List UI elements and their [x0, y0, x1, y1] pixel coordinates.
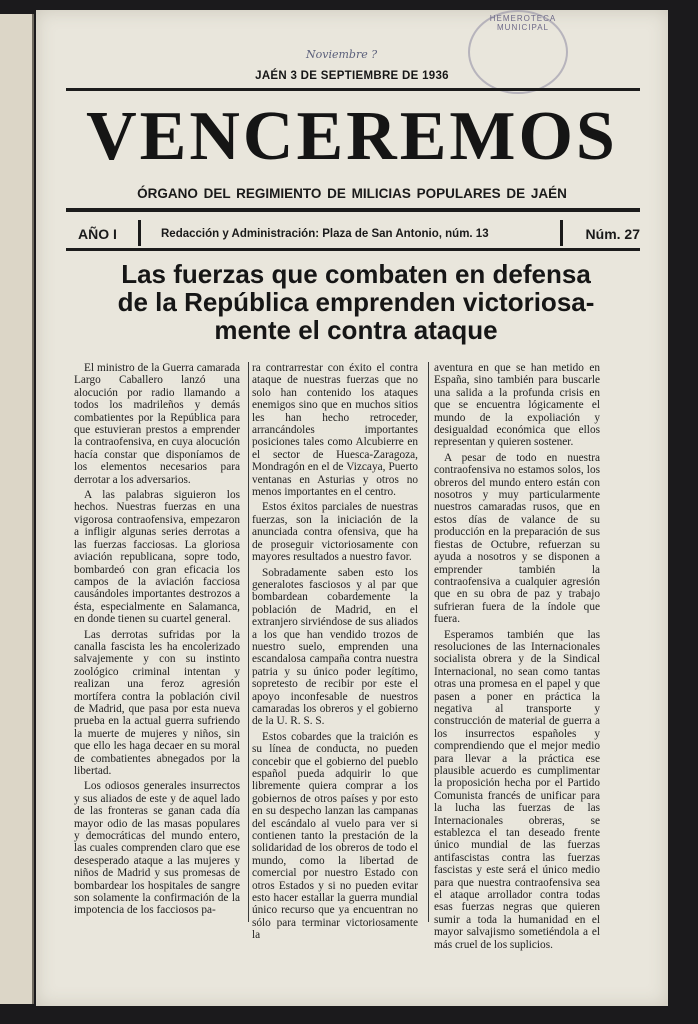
info-top-rule — [66, 208, 640, 212]
library-stamp-text: HEMEROTECA MUNICIPAL — [489, 14, 557, 32]
article-paragraph: A las palabras siguieron los hechos. Nuestras fuerzas en una vigorosa contraofensiva, empezaron a infligir algunas series derrotas a las fuerzas facciosas. La gloriosa aviación republicana, sopre todo, bombardeó con gran eficacia los campos de la aviación facciosa causándoles importantes destrozos a ésta, especialmente en Salamanca, en donde tienen su cuartel general. — [74, 489, 240, 626]
article-paragraph: Las derrotas sufridas por la canalla fascista les ha encolerizado salvajemente y con su instinto zoológico criminal intentan y realizan una feroz agresión mortífera contra la población civil de Madrid, que pasa por esta nueva prueba en la actual guerra sufriendo la muerte de mujeres y niños, sin que ello les haga decaer en su moral de combatientes abnegados por la libertad. — [74, 628, 240, 777]
previous-page-edge — [0, 14, 34, 1004]
info-bottom-rule — [66, 248, 640, 251]
info-divider — [138, 220, 141, 246]
handwritten-note: Noviembre ? — [306, 48, 378, 61]
column-divider — [248, 362, 249, 922]
article-column-2 — [252, 362, 418, 945]
article-paragraph: Estos cobardes que la traición es su línea de conducta, no pueden concebir que el gobierno del pueblo español pueda adquirir lo que libremente quiera comprar a los gobiernos de otros países y por esto en su despecho lanzan las campanas del escándalo al vuelo para ver si contienen tanto la prestación de la solidaridad de los obreros de todo el mundo, como la libertad de comercial por nuestro Estado con otros Estados y si no pueden evitar esto hacer estallar la guerra mundial único recurso que ya encuentran no sólo para terminar victoriosamente la — [252, 730, 418, 942]
article-paragraph: ra contrarrestar con éxito el contra ataque de nuestras fuerzas que no solo han contenido los ataques enemigos sino que en muchos sitios les han hecho retroceder, arrancándoles importantes posiciones tales como Alcubierre en el sector de Huesca-Zaragoza, Mondragón en el de Vizcaya, Puerto ventanas en Asturias y otros no menos importantes en el centro. — [252, 362, 418, 499]
headline — [56, 260, 656, 344]
masthead-subtitle: ÓRGANO DEL REGIMIENTO DE MILICIAS POPULARES DE JAÉN — [137, 186, 567, 201]
article-paragraph: Estos éxitos parciales de nuestras fuerzas, son la iniciación de la anunciada contra ofensiva, que ha de proseguir victoriosamente con mayores resultados a nuestro favor. — [252, 501, 418, 564]
headline-line: mente el contra ataque — [214, 315, 498, 345]
top-rule — [66, 88, 640, 91]
info-divider — [560, 220, 563, 246]
issue-year: AÑO I — [78, 226, 117, 242]
newspaper-page — [36, 10, 668, 1006]
article-paragraph: Esperamos también que las resoluciones de las Internacionales socialista obrera y de la Sindical Internacional, no sean como tantas otras una promesa en el papel y que pasen a poner en práctica la negativa al transporte y construcción de material de guerra a los insurrectos españoles y comprendiendo que el mejor medio para llevar a la práctica ese plausible acuerdo es cumplimentar la proposición hecha por el Partido Comunista francés de unificar para la lucha las fuerzas de las Internacionales obreras, se establezca el tan deseado frente único mundial de las fuerzas antifascistas contra las fuerzas fascistas y este será el único medio para que nuestra contraofensiva sea el ataque arrollador contra todas esas fuerzas negras que quieren sumir a toda la humanidad en el mayor salvajismo sometiéndola a el más cruel de los suplicios. — [434, 628, 600, 951]
issue-number: Núm. 27 — [585, 226, 640, 242]
headline-line: de la República emprenden victoriosa- — [117, 287, 595, 317]
headline-line: Las fuerzas que combaten en defensa — [121, 259, 591, 289]
article-paragraph: A pesar de todo en nuestra contraofensiva no estamos solos, los obreros del mundo entero están con nosotros y muy particularmente nuestros camaradas rusos, que en estos días de valance de su producción en la preparación de sus fiestas de Octubre, refuerzan su ayuda a nosotros y se disponen a emprender también la contraofensiva a cualquier agresión que en su obra de paz y trabajo sufrieran fuera de la índole que fuera. — [434, 451, 600, 626]
column-divider — [428, 362, 429, 922]
editorial-address: Redacción y Administración: Plaza de San Antonio, núm. 13 — [161, 228, 489, 240]
article-column-1 — [74, 362, 240, 920]
article-paragraph: El ministro de la Guerra camarada Largo Caballero lanzó una alocución por radio llamando a todos los madrileños y demás combatientes por la República para que estuvieran prestos a emprender la contraofensiva, en cuya alocución hacía constar que disponíamos de los elementos necesarios para derrotar a los adversarios. — [74, 362, 240, 486]
article-paragraph: aventura en que se han metido en España, sino también para buscarle una salida a la profunda crisis en que se encuentra lógicamente el mundo de la expoliación y desigualdad económica que ellos representan y quieren sostener. — [434, 362, 600, 449]
date-line: JAÉN 3 DE SEPTIEMBRE DE 1936 — [255, 70, 449, 82]
article-column-3 — [434, 362, 600, 954]
masthead-title: VENCEREMOS — [86, 98, 618, 175]
article-paragraph: Los odiosos generales insurrectos y sus aliados de este y de aquel lado de las fronteras se ganan cada día mayor odio de las masas populares y democráticas del mundo entero, las cuales comprenden claro que ese desesperado ataque a las mujeres y niños de Madrid y sus promesas de bombardear los hospitales de sangre son solamente la confirmación de la impotencia de los facciosos pa- — [74, 780, 240, 917]
article-paragraph: Sobradamente saben esto los generalotes fasciosos y al par que bombardean cobardemente la población de Madrid, en el extranjero sirviéndose de sus aliados a los que han vendido trozos de nuestro suelo, emprenden una escandalosa campaña contra nuestra patria y su único poder legítimo, sopretesto de recibir por este el apoyo inconfesable de nuestros camaradas los obreros y el gobierno de la U. R. S. S. — [252, 566, 418, 728]
info-bar — [66, 220, 640, 246]
